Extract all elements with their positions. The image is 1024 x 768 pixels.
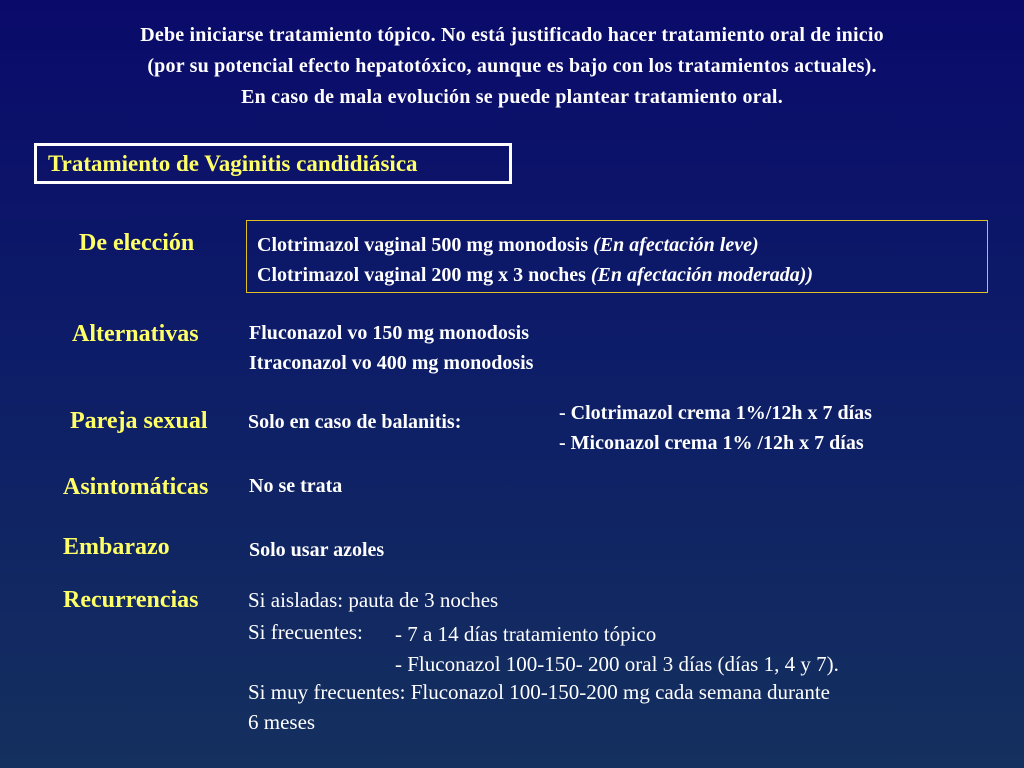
alternativas-text (249, 318, 533, 378)
pareja-text: Solo en caso de balanitis: (248, 411, 462, 433)
eleccion-line-1-note: (En afectación leve) (593, 234, 759, 256)
eleccion-line-2-main: Clotrimazol vaginal 200 mg x 3 noches (257, 264, 591, 286)
eleccion-line-2 (257, 260, 987, 290)
recurrencias-sub-2: - Fluconazol 100-150- 200 oral 3 días (días 1, 4 y 7). (395, 652, 839, 676)
recurrencias-sub-list (395, 619, 839, 679)
alternativas-line-1: Fluconazol vo 150 mg monodosis (249, 322, 530, 344)
recurrencias-line-3: Si muy frecuentes: Fluconazol 100-150-200 mg cada semana durante (248, 680, 830, 704)
embarazo-text: Solo usar azoles (249, 539, 385, 561)
asintomaticas-text: No se trata (249, 475, 343, 497)
eleccion-box (246, 220, 988, 293)
eleccion-line-1-main: Clotrimazol vaginal 500 mg monodosis (257, 234, 594, 256)
label-pareja-sexual: Pareja sexual (70, 408, 208, 434)
recurrencias-sub-1: - 7 a 14 días tratamiento tópico (395, 622, 657, 646)
eleccion-line-1 (257, 230, 987, 260)
label-alternativas: Alternativas (72, 321, 199, 347)
intro-paragraph (0, 20, 1024, 113)
eleccion-line-2-note: (En afectación moderada)) (590, 264, 814, 286)
section-title: Tratamiento de Vaginitis candidiásica (34, 143, 512, 184)
label-embarazo: Embarazo (63, 534, 170, 560)
pareja-option-2: - Miconazol crema 1% /12h x 7 días (559, 432, 864, 454)
intro-line-3: En caso de mala evolución se puede plantear tratamiento oral. (241, 86, 783, 108)
recurrencias-line-4: 6 meses (248, 710, 316, 734)
pareja-option-1: - Clotrimazol crema 1%/12h x 7 días (559, 402, 872, 424)
pareja-options (559, 398, 872, 458)
recurrencias-line-1: Si aisladas: pauta de 3 noches (248, 588, 499, 612)
alternativas-line-2: Itraconazol vo 400 mg monodosis (249, 352, 534, 374)
recurrencias-line-2: Si frecuentes: (248, 620, 363, 644)
intro-line-2: (por su potencial efecto hepatotóxico, aunque es bajo con los tratamientos actuales). (147, 55, 877, 77)
recurrencias-line-3-block (248, 677, 830, 737)
intro-line-1: Debe iniciarse tratamiento tópico. No está justificado hacer tratamiento oral de inicio (140, 24, 884, 46)
label-recurrencias: Recurrencias (63, 587, 199, 613)
label-eleccion: De elección (79, 230, 195, 256)
label-asintomaticas: Asintomáticas (63, 474, 209, 500)
